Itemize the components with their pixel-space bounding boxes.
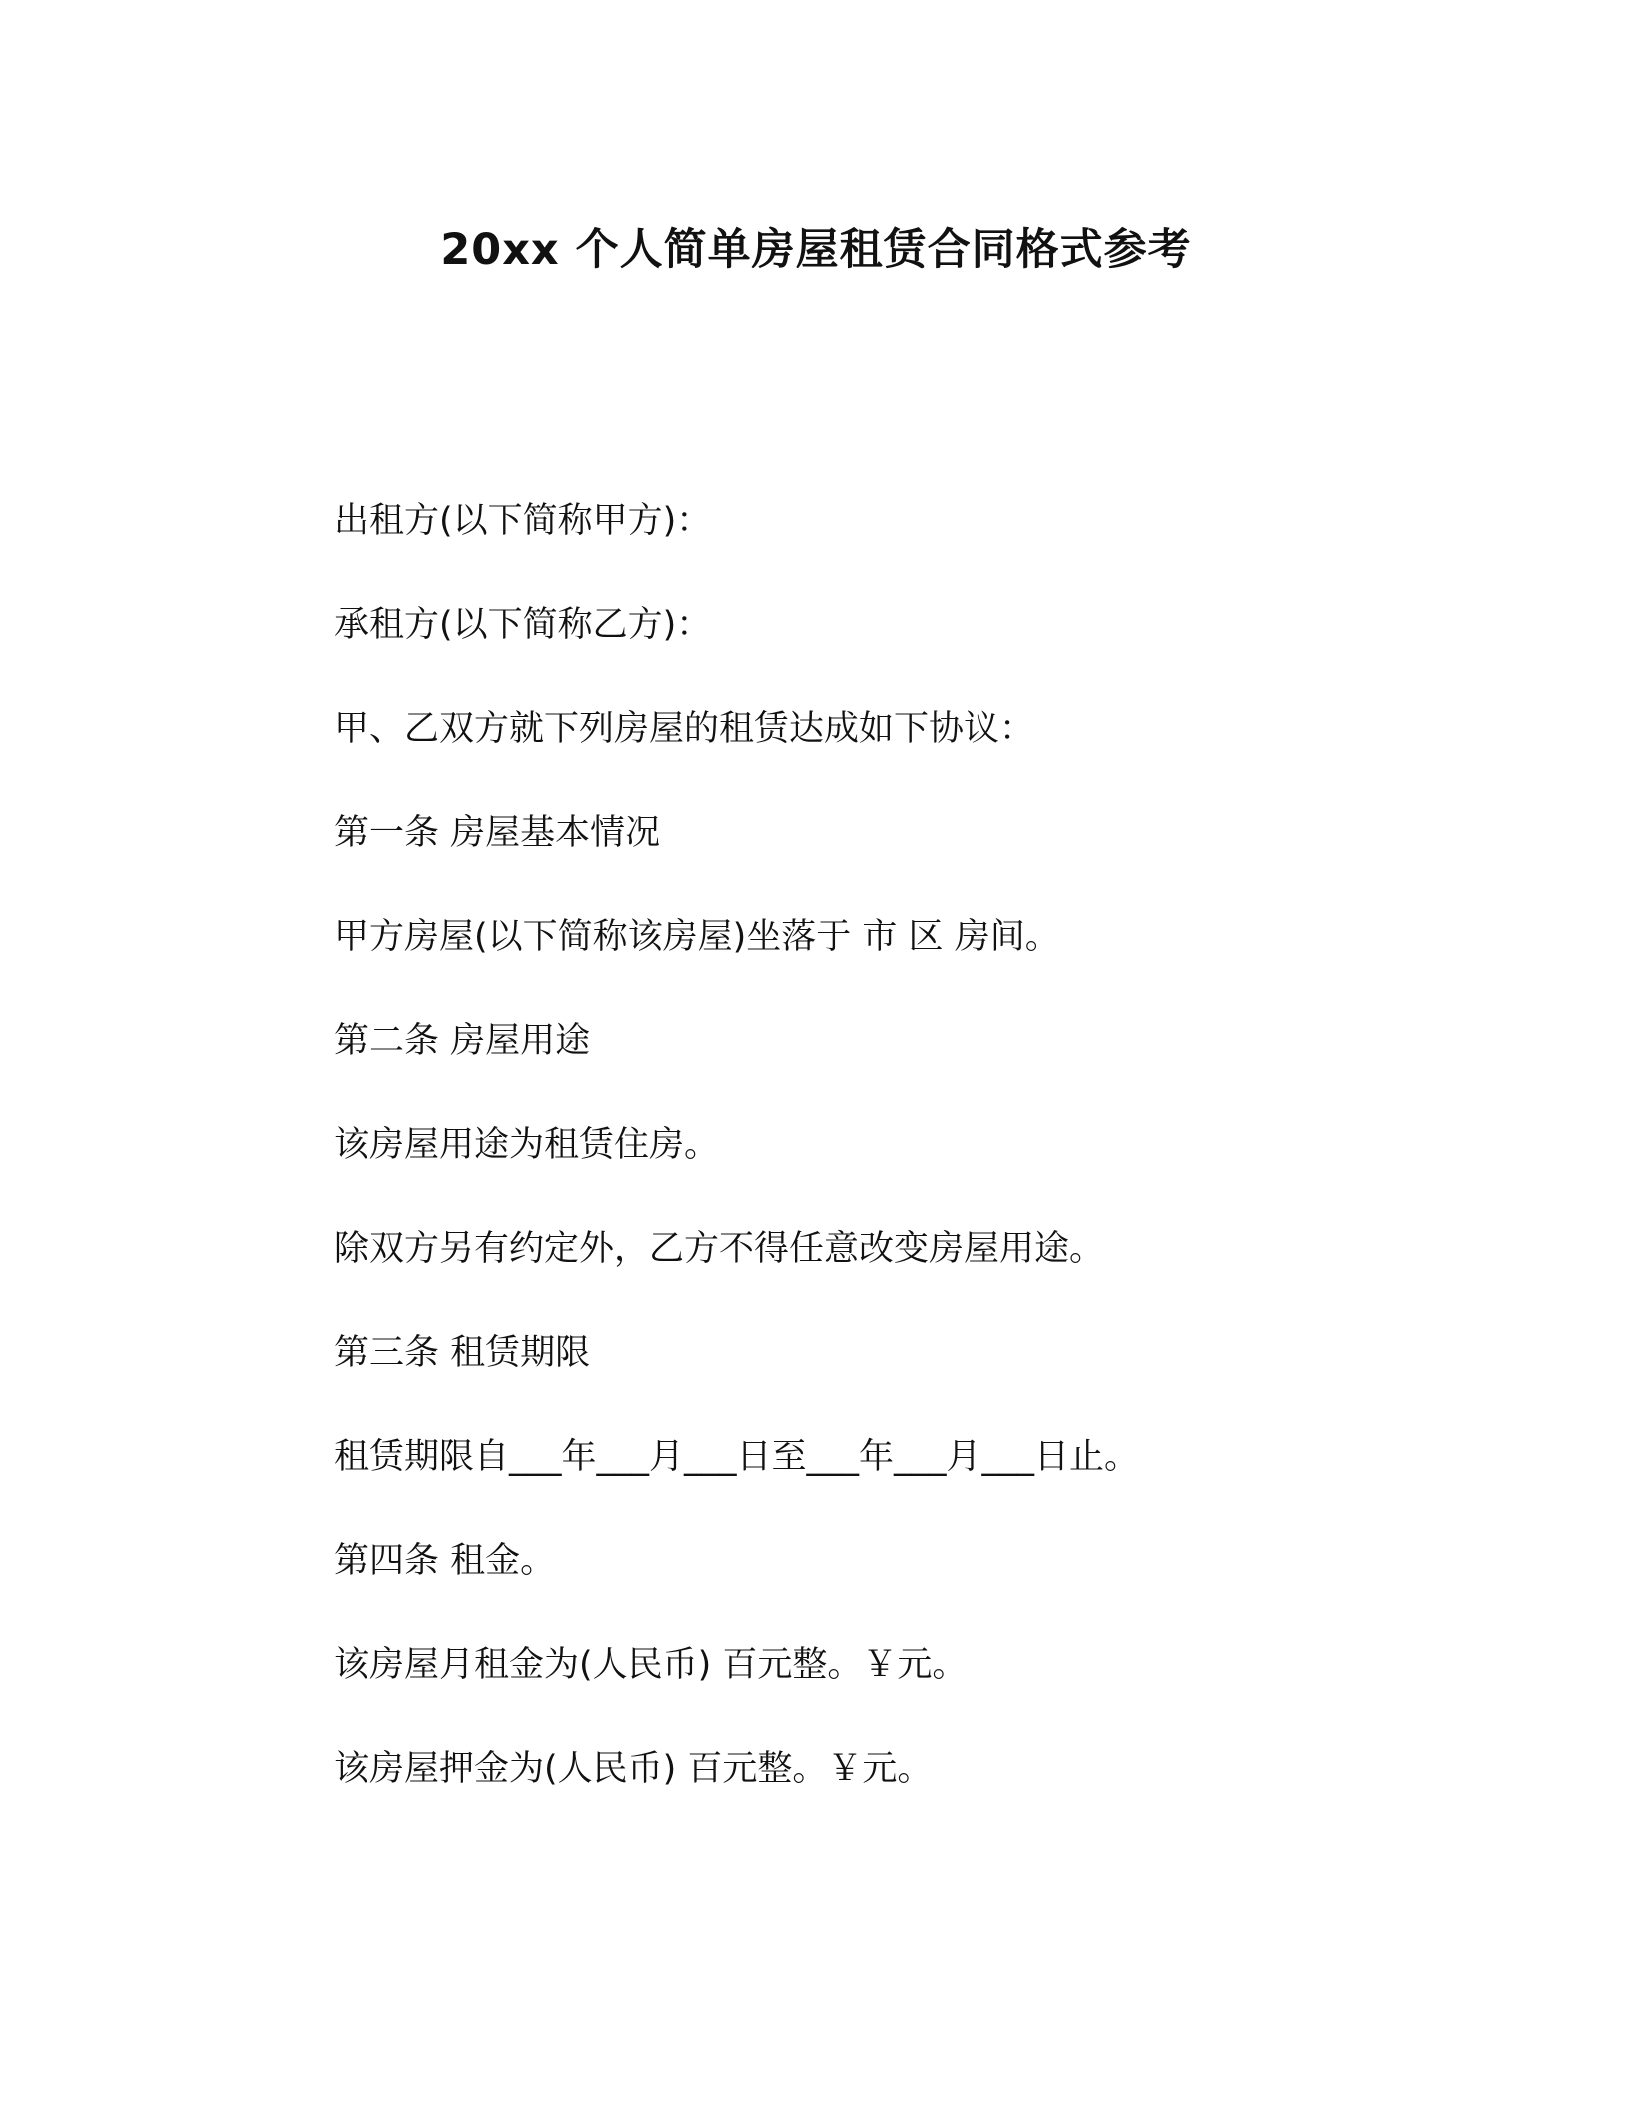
lease-term-line: 租赁期限自___年___月___日至___年___月___日止。 [334,1437,1140,1477]
property-location-line: 甲方房屋(以下简称该房屋)坐落于 市 区 房间。 [334,917,1060,957]
article-1-heading: 第一条 房屋基本情况 [334,813,661,853]
lessor-line: 出租方(以下简称甲方)： [334,501,712,541]
agreement-intro-line: 甲、乙双方就下列房屋的租赁达成如下协议： [334,709,1035,749]
monthly-rent-line: 该房屋月租金为(人民币) 百元整。￥元。 [334,1645,968,1685]
contract-body [334,496,1554,1848]
article-4-heading: 第四条 租金。 [334,1541,556,1581]
lessee-line: 承租方(以下简称乙方)： [334,605,712,645]
property-use-line: 该房屋用途为租赁住房。 [334,1125,720,1165]
use-restriction-line: 除双方另有约定外，乙方不得任意改变房屋用途。 [334,1229,1105,1269]
deposit-line: 该房屋押金为(人民币) 百元整。￥元。 [334,1749,933,1789]
article-2-heading: 第二条 房屋用途 [334,1021,591,1061]
article-3-heading: 第三条 租赁期限 [334,1333,591,1373]
document-title: 20xx 个人简单房屋租赁合同格式参考 [440,225,1192,275]
